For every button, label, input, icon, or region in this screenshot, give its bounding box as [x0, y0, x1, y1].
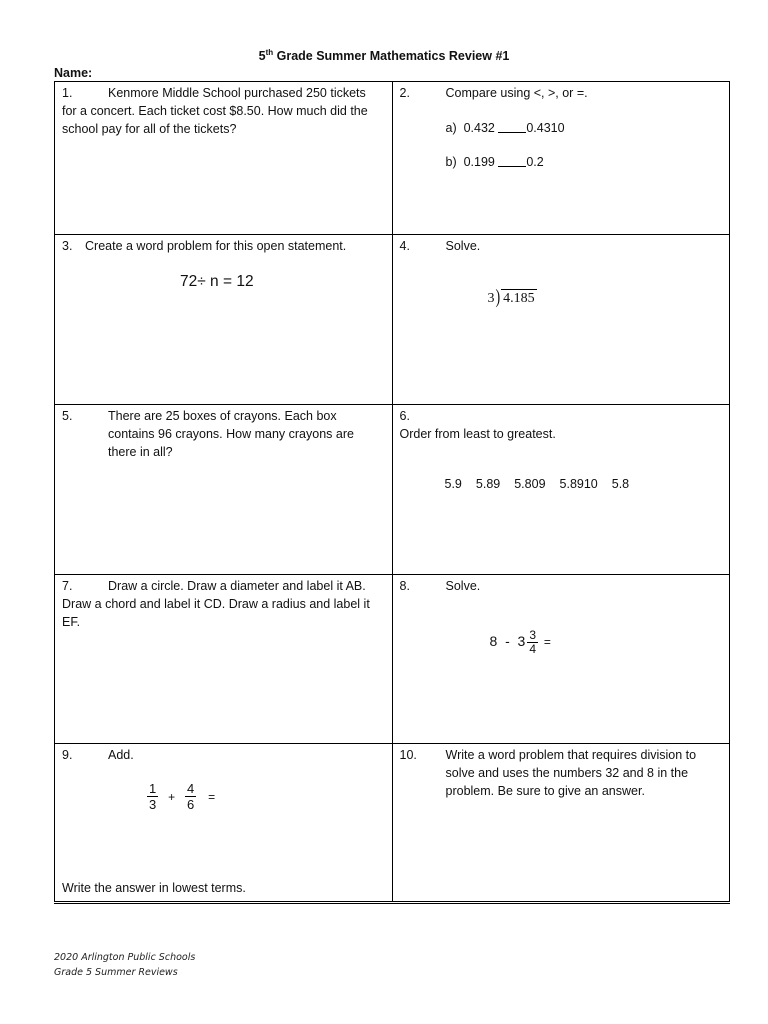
problem-number: 5.	[62, 409, 73, 423]
problem-10: 10. Write a word problem that requires division to solve and uses the numbers 32 and 8 in the problem. Be sure to give an answer.	[392, 744, 730, 903]
problem-6: 6. Order from least to greatest. 5.9 5.89 5.809 5.8910 5.8	[392, 405, 730, 575]
problem-number: 7.	[62, 579, 73, 593]
page-footer: 2020 Arlington Public Schools Grade 5 Summer Reviews	[54, 952, 196, 978]
problem-5: 5. There are 25 boxes of crayons. Each box contains 96 crayons. How many crayons are there in all?	[55, 405, 393, 575]
long-division: 3) 4.185	[487, 287, 535, 309]
number-list: 5.9 5.89 5.809 5.8910 5.8	[444, 477, 630, 491]
subtraction-expression: 8 - 3 $\frac{3}{4}$ =	[489, 628, 551, 656]
problem-2: 2. Compare using <, >, or =. a) 0.432 0.4310 b) 0.199 0.2	[392, 82, 730, 235]
problem-number: 4.	[399, 239, 410, 253]
problem-grid	[54, 81, 730, 904]
problem-number: 6.	[399, 409, 410, 423]
problem-3: 3. Create a word problem for this open statement. 72÷ n = 12	[55, 235, 393, 405]
problem-1: 1. Kenmore Middle School purchased 250 tickets for a concert. Each ticket cost $8.50. How much did the school pay for all of the tickets?	[55, 82, 393, 235]
problem-4: 4. Solve. 3) 4.185	[392, 235, 730, 405]
answer-blank	[498, 120, 526, 133]
addition-expression: $\frac{1}{3}$ + $\frac{4}{6}$ =	[149, 781, 216, 812]
open-statement: 72÷ n = 12	[180, 273, 254, 290]
problem-8: 8. Solve. 8 - 3 $\frac{3}{4}$ =	[392, 575, 730, 744]
answer-blank	[498, 154, 526, 167]
problem-number: 2.	[399, 86, 410, 100]
page-title: 5th Grade Summer Mathematics Review #1	[258, 48, 510, 64]
problem-number: 10.	[399, 748, 417, 762]
problem-number: 9.	[62, 748, 73, 762]
problem-9: 9. Add. $\frac{1}{3}$ + $\frac{4}{6}$ = Write the answer in lowest terms.	[55, 744, 393, 903]
instruction-text: Write the answer in lowest terms.	[62, 881, 246, 895]
problem-number: 1.	[62, 86, 73, 100]
problem-number: 8.	[399, 579, 410, 593]
name-label: Name:	[54, 66, 93, 80]
problem-7: 7. Draw a circle. Draw a diameter and label it AB. Draw a chord and label it CD. Draw a radius and label it EF.	[55, 575, 393, 744]
problem-number: 3.	[62, 239, 73, 253]
